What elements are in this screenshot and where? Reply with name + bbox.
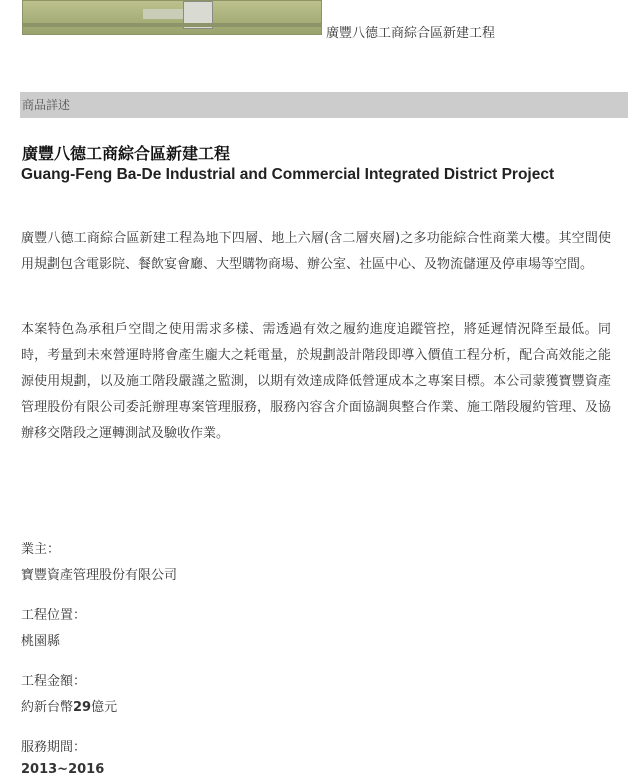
project-title-chinese: 廣豐八德工商綜合區新建工程 bbox=[22, 144, 231, 163]
amount-label: 工程金額： bbox=[21, 674, 87, 689]
thumbnail-building-shape bbox=[143, 9, 183, 19]
amount-prefix: 約新台幣 bbox=[21, 700, 74, 715]
project-description-paragraph: 廣豐八德工商綜合區新建工程為地下四層、地上六層(含二層夾層)之多功能綜合性商業大樓。其空間使用規劃包含電影院、餐飲宴會廳、大型購物商場、辦公室、社區中心、及物流儲運及停車場等空間。 bbox=[21, 231, 611, 272]
service-period-label: 服務期間： bbox=[21, 740, 87, 755]
thumbnail-road-shape bbox=[23, 23, 322, 27]
thumbnail-caption[interactable]: 廣豐八德工商綜合區新建工程 bbox=[326, 26, 496, 41]
owner-value: 寶豐資產管理股份有限公司 bbox=[21, 568, 178, 583]
section-header-product-details: 商品詳述 bbox=[20, 92, 628, 118]
project-features-paragraph: 本案特色為承租戶空間之使用需求多樣、需透過有效之履約進度追蹤管控，將延遲情況降至最低。同時，考量到未來營運時將會產生龐大之耗電量，於規劃設計階段即導入價值工程分析，配合高效能之能源使用規劃，以及施工階段嚴謹之監測，以期有效達成降低營運成本之專案目標。本公司蒙獲寶豐資產管理股份有限公司委託辦理專案管理服務，服務內容含介面協調與整合作業、施工階段履約管理、及協辦移交階段之運轉測試及驗收作業。 bbox=[21, 322, 611, 441]
service-period-value: 2013~2016 bbox=[21, 762, 105, 777]
project-thumbnail-image[interactable] bbox=[22, 0, 322, 35]
amount-suffix: 億元 bbox=[91, 700, 118, 715]
project-title-english: Guang-Feng Ba-De Industrial and Commercial Integrated District Project bbox=[21, 166, 555, 183]
location-value: 桃園縣 bbox=[21, 634, 61, 649]
amount-number: 29 bbox=[73, 700, 92, 715]
amount-value bbox=[21, 696, 117, 715]
location-label: 工程位置： bbox=[21, 608, 87, 623]
owner-label: 業主： bbox=[21, 542, 61, 557]
